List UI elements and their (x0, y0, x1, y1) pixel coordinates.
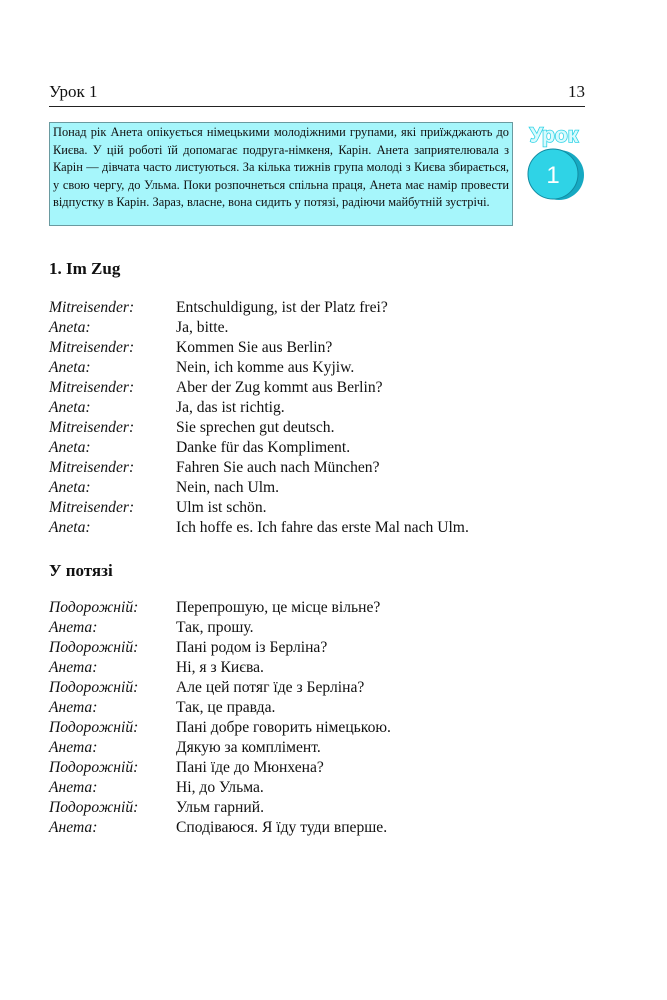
dialog-line (49, 618, 391, 638)
speaker-name: Mitreisender: (49, 379, 135, 396)
speech-text: Entschuldigung, ist der Platz frei? (176, 299, 388, 316)
speaker-name: Подорожній: (49, 679, 139, 696)
speech-text: Nein, ich komme aus Kyjiw. (176, 359, 355, 376)
speaker-name: Mitreisender: (49, 499, 135, 516)
speech-text: Ульм гарний. (176, 799, 264, 816)
dialog-line (49, 738, 391, 758)
speaker-name: Mitreisender: (49, 419, 135, 436)
header-rule (49, 106, 585, 107)
speaker-name: Подорожній: (49, 599, 139, 616)
dialog-ukrainian (49, 598, 391, 838)
speech-text: Nein, nach Ulm. (176, 479, 280, 496)
speaker-name: Mitreisender: (49, 339, 135, 356)
speech-text: Ні, я з Києва. (176, 659, 264, 676)
speech-text: Ulm ist schön. (176, 499, 267, 516)
dialog-line (49, 818, 391, 838)
speaker-name: Анета: (49, 699, 98, 716)
speaker-name: Aneta: (49, 479, 91, 496)
lesson-badge-graphic (524, 119, 588, 205)
dialog-line (49, 678, 391, 698)
speech-text: Але цей потяг їде з Берліна? (176, 679, 365, 696)
dialog-line (49, 658, 391, 678)
speech-text: Пані родом із Берліна? (176, 639, 328, 656)
chapter-label: Урок 1 (49, 82, 98, 101)
dialog-line (49, 338, 469, 358)
intro-box: Понад рік Анета опікується німецькими молодіжними групами, які приїжджають до Києва. У цій роботі їй допомагає подруга-німкеня, Карін. Анета заприятелювала з Карін — дівчата часто листуються. За кілька тижнів група молоді з Києва збирається, у свою чергу, до Ульма. Поки розпочнеться спільна праця, Анета має намір провести відпустку в Карін. Зараз, власне, вона сидить у потязі, радіючи майбутній зустрічі. (49, 122, 513, 226)
speech-text: Перепрошую, це місце вільне? (176, 599, 381, 616)
speech-text: Fahren Sie auch nach München? (176, 459, 380, 476)
dialog-line (49, 638, 391, 658)
speech-text: Kommen Sie aus Berlin? (176, 339, 333, 356)
lesson-badge (524, 119, 588, 205)
speaker-name: Анета: (49, 739, 98, 756)
speech-text: Ні, до Ульма. (176, 779, 264, 796)
dialog-line (49, 398, 469, 418)
dialog-line (49, 698, 391, 718)
speaker-name: Анета: (49, 819, 98, 836)
speech-text: Так, це правда. (176, 699, 276, 716)
speech-text: Ja, bitte. (176, 319, 229, 336)
speech-text: Дякую за комплімент. (176, 739, 321, 756)
section-title-ukrainian: У потязі (49, 561, 113, 580)
dialog-line (49, 418, 469, 438)
speaker-name: Aneta: (49, 359, 91, 376)
dialog-line (49, 718, 391, 738)
dialog-line (49, 758, 391, 778)
speaker-name: Подорожній: (49, 639, 139, 656)
dialog-line (49, 798, 391, 818)
speaker-name: Анета: (49, 779, 98, 796)
speech-text: Danke für das Kompliment. (176, 439, 351, 456)
speaker-name: Подорожній: (49, 799, 139, 816)
dialog-line (49, 298, 469, 318)
speaker-name: Aneta: (49, 319, 91, 336)
speech-text: Ich hoffe es. Ich fahre das erste Mal nach Ulm. (176, 519, 469, 536)
speaker-name: Aneta: (49, 519, 91, 536)
speaker-name: Mitreisender: (49, 459, 135, 476)
dialog-line (49, 598, 391, 618)
speaker-name: Подорожній: (49, 719, 139, 736)
speech-text: Aber der Zug kommt aus Berlin? (176, 379, 383, 396)
lesson-badge-number: 1 (546, 162, 560, 189)
dialog-line (49, 498, 469, 518)
dialog-german (49, 298, 469, 538)
dialog-line (49, 318, 469, 338)
speech-text: Пані добре говорить німецькою. (176, 719, 391, 736)
dialog-line (49, 458, 469, 478)
speaker-name: Анета: (49, 659, 98, 676)
speech-text: Ja, das ist richtig. (176, 399, 285, 416)
speech-text: Так, прошу. (176, 619, 254, 636)
page-number: 13 (568, 82, 585, 101)
dialog-line (49, 778, 391, 798)
speaker-name: Анета: (49, 619, 98, 636)
speaker-name: Aneta: (49, 399, 91, 416)
dialog-line (49, 438, 469, 458)
speech-text: Пані їде до Мюнхена? (176, 759, 324, 776)
dialog-line (49, 358, 469, 378)
speaker-name: Подорожній: (49, 759, 139, 776)
section-title-german: 1. Im Zug (49, 259, 121, 278)
speaker-name: Mitreisender: (49, 299, 135, 316)
speaker-name: Aneta: (49, 439, 91, 456)
dialog-line (49, 518, 469, 538)
lesson-badge-label: Урок (529, 124, 579, 147)
dialog-line (49, 478, 469, 498)
page-header (49, 82, 585, 104)
dialog-line (49, 378, 469, 398)
speech-text: Sie sprechen gut deutsch. (176, 419, 335, 436)
speech-text: Сподіваюся. Я їду туди вперше. (176, 819, 388, 836)
